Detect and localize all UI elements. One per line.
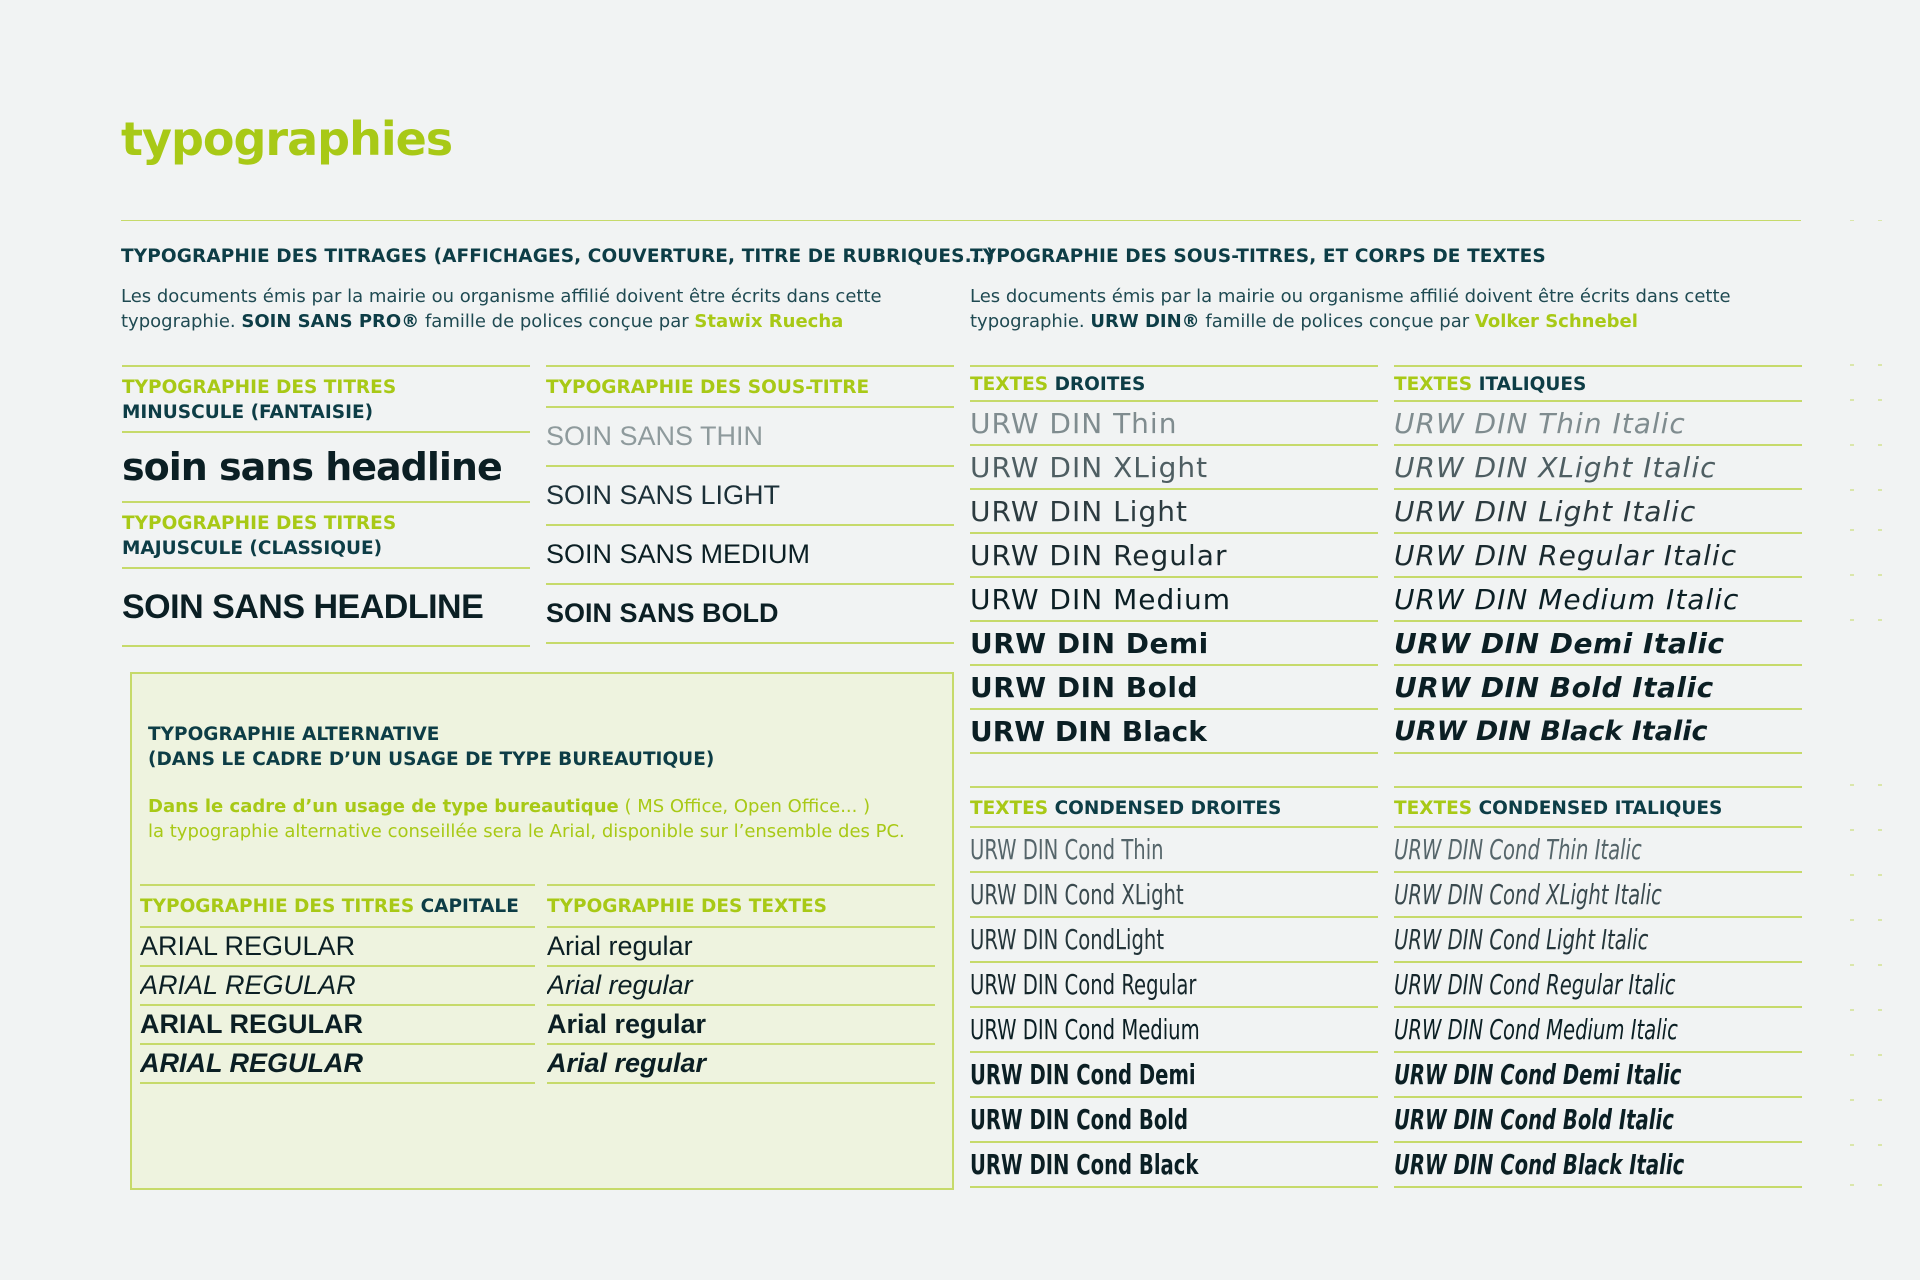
urw-cond-straight-heading [970,786,1378,826]
urw-row: URW DIN Medium [970,578,1378,622]
urw-italic-row: URW DIN XLight Italic [1394,446,1802,490]
soin-lower-heading-line1: TYPOGRAPHIE DES TITRES [122,377,397,398]
urw-row: URW DIN Bold [970,666,1378,710]
urw-italic-head-green: TEXTES [1394,374,1473,395]
urw-cond-row [970,873,1378,918]
arial-caps-heading [140,884,535,926]
arial-caps-bold: ARIAL REGULAR [140,1006,535,1045]
left-desc-line1: Les documents émis par la mairie ou organisme affilié doivent être écrits dans cette [121,286,882,307]
right-font-name: URW DIN® [1090,311,1200,332]
arial-text-heading: TYPOGRAPHIE DES TEXTES [547,884,935,926]
alternative-typography-box [130,672,954,1190]
urw-row: URW DIN Regular [970,534,1378,578]
urw-cond-text: URW DIN Cond Bold [970,1103,1189,1136]
urw-cond-text: URW DIN Cond Black [970,1148,1199,1181]
right-desc-line1: Les documents émis par la mairie ou organisme affilié doivent être écrits dans cette [970,286,1731,307]
urw-italic-row: URW DIN Regular Italic [1394,534,1802,578]
page-title: typographies [121,112,453,166]
soin-upper-heading-line1: TYPOGRAPHIE DES TITRES [122,513,397,534]
urw-italic-head-teal: ITALIQUES [1478,374,1587,395]
arial-caps-column [140,884,535,1084]
urw-cond-italic-row [1394,1098,1802,1143]
soin-thin-row: SOIN SANS THIN [546,408,954,467]
urw-cond-italic-heading [1394,786,1802,826]
urw-cond-row [970,1008,1378,1053]
left-desc-prefix: typographie. [121,311,236,332]
urw-cond-row [970,918,1378,963]
right-desc-prefix: typographie. [970,311,1085,332]
urw-cond-italic-text: URW DIN Cond Bold Italic [1394,1103,1674,1136]
urw-cond-text: URW DIN Cond Regular [970,968,1197,1001]
right-section-heading: TYPOGRAPHIE DES SOUS-TITRES, ET CORPS DE TEXTES [970,246,1546,267]
urw-cond-text: URW DIN Cond Thin [970,833,1164,866]
urw-italic-heading [1394,365,1802,400]
soin-titles-column [122,365,530,647]
soin-lower-heading-line2: MINUSCULE (FANTAISIE) [122,402,374,423]
urw-row: URW DIN XLight [970,446,1378,490]
urw-italic-row: URW DIN Bold Italic [1394,666,1802,710]
urw-row: URW DIN Light [970,490,1378,534]
urw-italic-row: URW DIN Light Italic [1394,490,1802,534]
alternative-note-paren: ( MS Office, Open Office... ) [624,796,871,817]
soin-lower-sample: soin sans headline [122,433,530,503]
arial-text-bold: Arial regular [547,1006,935,1045]
urw-cond-straight-head-teal: CONDENSED DROITES [1054,798,1282,819]
urw-cond-text: URW DIN Cond XLight [970,878,1184,911]
arial-text-regular: Arial regular [547,928,935,967]
soin-upper-sample: SOIN SANS HEADLINE [122,569,530,647]
arial-caps-head-green: TYPOGRAPHIE DES TITRES [140,896,415,917]
soin-subtitle-column [546,365,954,644]
urw-cond-italic-text: URW DIN Cond Thin Italic [1394,833,1642,866]
arial-caps-italic: ARIAL REGULAR [140,967,535,1006]
alternative-note-line2: la typographie alternative conseillée sera le Arial, disponible sur l’ensemble des PC. [148,821,905,842]
right-section-description [970,284,1830,334]
urw-cond-italic-text: URW DIN Cond Light Italic [1394,923,1649,956]
right-desc-line2 [970,309,1830,334]
urw-cond-italic-row [1394,918,1802,963]
urw-cond-italic-row [1394,1143,1802,1188]
arial-caps-head-teal: CAPITALE [420,896,519,917]
alternative-heading [148,722,714,772]
soin-bold-row: SOIN SANS BOLD [546,585,954,644]
arial-caps-bold-italic: ARIAL REGULAR [140,1045,535,1084]
urw-straight-head-green: TEXTES [970,374,1049,395]
soin-lower-heading [122,365,530,425]
urw-italic-row: URW DIN Thin Italic [1394,402,1802,446]
arial-text-italic: Arial regular [547,967,935,1006]
soin-upper-heading-line2: MAJUSCULE (CLASSIQUE) [122,538,383,559]
left-font-name: SOIN SANS PRO® [241,311,420,332]
urw-cond-italic-row [1394,963,1802,1008]
left-section-heading: TYPOGRAPHIE DES TITRAGES (AFFICHAGES, COUVERTURE, TITRE DE RUBRIQUES...) [121,246,995,267]
soin-subtitle-heading: TYPOGRAPHIE DES SOUS-TITRE [546,365,954,406]
alternative-note-bold: Dans le cadre d’un usage de type bureautique [148,796,619,817]
urw-cond-row [970,1053,1378,1098]
urw-cond-row [970,963,1378,1008]
left-desc-line2 [121,309,981,334]
urw-italic-row: URW DIN Black Italic [1394,710,1802,754]
urw-cond-italic-text: URW DIN Cond XLight Italic [1394,878,1662,911]
urw-cond-text: URW DIN Cond Medium [970,1013,1200,1046]
urw-straight-head-teal: DROITES [1054,374,1146,395]
urw-cond-italic-column [1394,786,1802,1188]
alternative-note-line1 [148,794,938,819]
urw-cond-straight-column [970,786,1378,1188]
left-designer: Stawix Ruecha [694,311,844,332]
urw-cond-italic-text: URW DIN Cond Regular Italic [1394,968,1676,1001]
left-section-description [121,284,981,334]
urw-cond-italic-row [1394,1008,1802,1053]
soin-upper-heading [122,503,530,561]
urw-cond-text: URW DIN Cond Demi [970,1058,1196,1091]
urw-cond-row [970,1098,1378,1143]
soin-medium-row: SOIN SANS MEDIUM [546,526,954,585]
arial-text-column [547,884,935,1084]
urw-row: URW DIN Black [970,710,1378,754]
urw-cond-italic-head-teal: CONDENSED ITALIQUES [1478,798,1723,819]
urw-straight-heading [970,365,1378,400]
arial-text-bold-italic: Arial regular [547,1045,935,1084]
urw-cond-text: URW DIN CondLight [970,923,1165,956]
edge-dash-decoration [1848,220,1888,1200]
urw-cond-italic-text: URW DIN Cond Medium Italic [1394,1013,1678,1046]
urw-italic-column [1394,365,1802,754]
urw-cond-italic-head-green: TEXTES [1394,798,1473,819]
urw-row: URW DIN Thin [970,402,1378,446]
right-designer: Volker Schnebel [1474,311,1638,332]
alternative-note [148,794,938,844]
urw-cond-italic-row [1394,873,1802,918]
right-desc-mid: famille de polices conçue par [1205,311,1470,332]
urw-cond-row [970,828,1378,873]
urw-italic-row: URW DIN Demi Italic [1394,622,1802,666]
urw-row: URW DIN Demi [970,622,1378,666]
alternative-heading-line2: (DANS LE CADRE D’UN USAGE DE TYPE BUREAUTIQUE) [148,749,715,770]
urw-cond-italic-text: URW DIN Cond Black Italic [1394,1148,1685,1181]
urw-cond-italic-row [1394,1053,1802,1098]
soin-light-row: SOIN SANS LIGHT [546,467,954,526]
urw-cond-straight-head-green: TEXTES [970,798,1049,819]
alternative-heading-line1: TYPOGRAPHIE ALTERNATIVE [148,724,440,745]
left-desc-mid: famille de polices conçue par [424,311,689,332]
urw-italic-row: URW DIN Medium Italic [1394,578,1802,622]
urw-cond-italic-row [1394,828,1802,873]
urw-straight-column [970,365,1378,754]
arial-caps-regular: ARIAL REGULAR [140,928,535,967]
urw-cond-row [970,1143,1378,1188]
urw-cond-italic-text: URW DIN Cond Demi Italic [1394,1058,1682,1091]
top-divider [121,220,1801,221]
